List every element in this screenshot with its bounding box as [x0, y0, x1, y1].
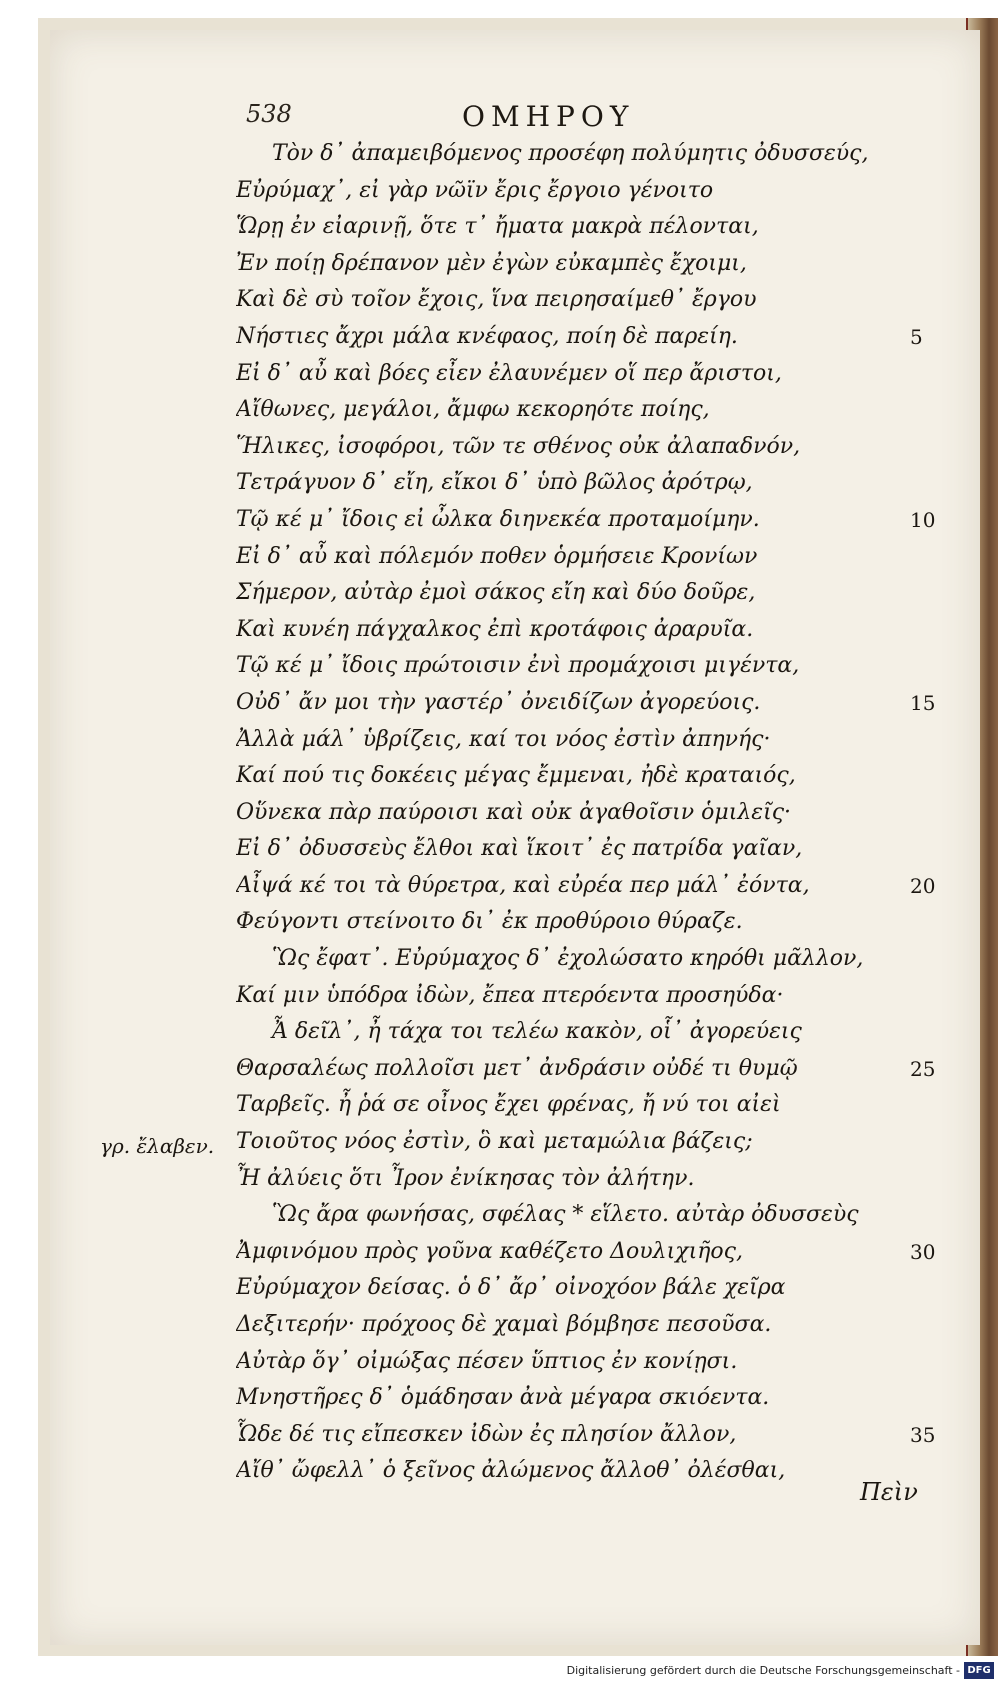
page-number: 538 [246, 100, 292, 128]
verse-line: Ὣς ἔφατ᾽. Εὐρύμαχος δ᾽ ἐχολώσατο κηρόθι μᾶλλον, [272, 946, 864, 972]
verse-line: Εἰ δ᾽ αὖ καὶ πόλεμόν ποθεν ὁρμήσειε Κρονίων [236, 543, 758, 569]
running-title: ΟΜΗΡΟΥ [462, 100, 635, 133]
line-number: 35 [910, 1423, 936, 1447]
verse-line: Εὐρύμαχ᾽, εἰ γὰρ νῶϊν ἔρις ἔργοιο γένοιτο [236, 177, 714, 203]
line-number: 30 [910, 1240, 936, 1264]
dfg-logo: DFG [964, 1662, 994, 1679]
verse-line: Ἐν ποίῃ δρέπανον μὲν ἐγὼν εὐκαμπὲς ἔχοιμι, [236, 250, 747, 276]
verse-line: Ὣς ἄρα φωνήσας, σφέλας * εἵλετο. αὐτὰρ ὀδυσσεὺς [272, 1202, 859, 1228]
verse-line: Αὐτὰρ ὅγ᾽ οἰμώξας πέσεν ὕπτιος ἐν κονίῃσι. [236, 1348, 738, 1374]
verse-line: Σήμερον, αὐτὰρ ἐμοὶ σάκος εἴη καὶ δύο δοῦρε, [236, 580, 756, 606]
verse-line: Αἶψά κέ τοι τὰ θύρετρα, καὶ εὐρέα περ μάλ᾽ ἐόντα, [236, 872, 810, 898]
verse-line: Αἴθ᾽ ὤφελλ᾽ ὁ ξεῖνος ἀλώμενος ἄλλοθ᾽ ὀλέσθαι, [236, 1458, 786, 1484]
verse-line: Αἴθωνες, μεγάλοι, ἄμφω κεκορηότε ποίης, [236, 397, 710, 423]
verse-line: Εἰ δ᾽ αὖ καὶ βόες εἶεν ἐλαυνέμεν οἵ περ ἄριστοι, [236, 360, 782, 386]
verse-line: Οὕνεκα πὰρ παύροισι καὶ οὐκ ἀγαθοῖσιν ὁμιλεῖς· [236, 799, 792, 825]
verse-line: Ἀμφινόμου πρὸς γοῦνα καθέζετο Δουλιχιῆος, [236, 1238, 743, 1264]
verse-line: Ὧδε δέ τις εἴπεσκεν ἰδὼν ἐς πλησίον ἄλλον, [236, 1421, 737, 1447]
line-number: 5 [910, 325, 923, 349]
verse-line: Νήστιες ἄχρι μάλα κνέφαος, ποίη δὲ παρείη. [236, 323, 738, 349]
verse-line: Ταρβεῖς. ἦ ῥά σε οἶνος ἔχει φρένας, ἤ νύ τοι αἰεὶ [236, 1092, 781, 1118]
verse-line: Οὐδ᾽ ἄν μοι τὴν γαστέρ᾽ ὀνειδίζων ἀγορεύοις. [236, 689, 761, 715]
verse-line: Ἀλλὰ μάλ᾽ ὑβρίζεις, καί τοι νόος ἐστὶν ἀπηνής· [236, 726, 771, 752]
verse-line: Θαρσαλέως πολλοῖσι μετ᾽ ἀνδράσιν οὐδέ τι θυμῷ [236, 1055, 798, 1081]
verse-line: Τῷ κέ μ᾽ ἴδοις πρώτοισιν ἐνὶ προμάχοισι μιγέντα, [236, 653, 800, 679]
page-header [50, 100, 980, 140]
verse-line: Τετράγυον δ᾽ εἴη, εἴκοι δ᾽ ὑπὸ βῶλος ἀρότρῳ, [236, 470, 753, 496]
verse-text-block [236, 136, 886, 1490]
verse-line: Καὶ δὲ σὺ τοῖον ἔχοις, ἵνα πειρησαίμεθ᾽ ἔργου [236, 287, 757, 313]
catchword: Πεὶν [860, 1478, 918, 1506]
line-number: 10 [910, 508, 936, 532]
verse-line: Ὥρῃ ἐν εἰαρινῇ, ὅτε τ᾽ ἤματα μακρὰ πέλονται, [236, 214, 759, 240]
verse-line: Ἆ δεῖλ᾽, ἦ τάχα τοι τελέω κακὸν, οἷ᾽ ἀγορεύεις [272, 1019, 802, 1045]
margin-note: γρ. ἔλαβεν. [100, 1134, 215, 1158]
verse-line: Ἦ ἀλύεις ὅτι Ἶρον ἐνίκησας τὸν ἀλήτην. [236, 1165, 695, 1191]
verse-line: Ἥλικες, ἰσοφόροι, τῶν τε σθένος οὐκ ἀλαπαδνόν, [236, 433, 801, 459]
verse-line: Καὶ κυνέη πάγχαλκος ἐπὶ κροτάφοις ἀραρυῖα. [236, 616, 754, 642]
footer [0, 1662, 1000, 1682]
footer-credit: Digitalisierung gefördert durch die Deutsche Forschungsgemeinschaft - [566, 1664, 960, 1677]
line-number: 20 [910, 874, 936, 898]
book-page [50, 30, 980, 1645]
verse-line: Τὸν δ᾽ ἀπαμειβόμενος προσέφη πολύμητις ὀδυσσεύς, [272, 141, 869, 166]
line-number: 25 [910, 1057, 936, 1081]
verse-line: Μνηστῆρες δ᾽ ὁμάδησαν ἀνὰ μέγαρα σκιόεντα. [236, 1385, 770, 1411]
verse-line: Καί μιν ὑπόδρα ἰδὼν, ἔπεα πτερόεντα προσηύδα· [236, 982, 784, 1008]
verse-line: Τοιοῦτος νόος ἐστὶν, ὃ καὶ μεταμώλια βάζεις; [236, 1129, 753, 1155]
verse-line: Καί πού τις δοκέεις μέγας ἔμμεναι, ἠδὲ κραταιός, [236, 763, 796, 789]
verse-line: Εἰ δ᾽ ὀδυσσεὺς ἔλθοι καὶ ἵκοιτ᾽ ἐς πατρίδα γαῖαν, [236, 836, 803, 862]
verse-line: Δεξιτερήν· πρόχοος δὲ χαμαὶ βόμβησε πεσοῦσα. [236, 1312, 772, 1337]
verse-line: Εὐρύμαχον δείσας. ὁ δ᾽ ἄρ᾽ οἰνοχόον βάλε χεῖρα [236, 1275, 786, 1301]
line-number: 15 [910, 691, 936, 715]
verse-line: Φεύγοντι στείνοιτο δι᾽ ἐκ προθύροιο θύραζε. [236, 909, 743, 935]
verse-line: Τῷ κέ μ᾽ ἴδοις εἰ ὦλκα διηνεκέα προταμοίμην. [236, 506, 760, 532]
